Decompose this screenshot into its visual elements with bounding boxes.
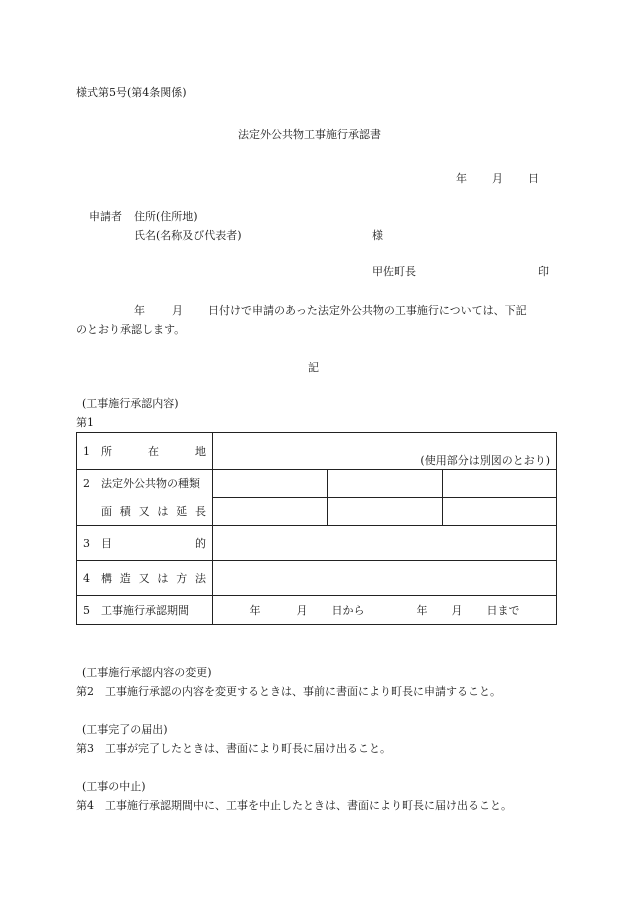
table-row xyxy=(77,470,557,498)
area-cell-2 xyxy=(328,498,443,526)
body-line-2: のとおり承認します。 xyxy=(76,323,186,336)
section-2-heading: (工事施行承認内容の変更) xyxy=(82,666,212,679)
row-label-location: 1 所 在 地 xyxy=(77,433,213,470)
section-2-text: 第2 工事施行承認の内容を変更するときは、事前に書面により町長に申請すること。 xyxy=(76,685,501,698)
section-4-heading: (工事の中止) xyxy=(82,780,146,793)
applicant-label: 申請者 xyxy=(89,210,122,223)
document-title: 法定外公共物工事施行承認書 xyxy=(238,128,381,141)
date-month: 月 xyxy=(492,172,503,185)
period-to-year: 年 xyxy=(416,603,428,617)
table-row xyxy=(77,498,557,526)
section-3-heading: (工事完了の届出) xyxy=(82,723,168,736)
period-from-year: 年 xyxy=(249,603,261,617)
table-row xyxy=(77,433,557,470)
row-number: 1 xyxy=(83,444,90,458)
body-line-1: 日付けで申請のあった法定外公共物の工事施行については、下記 xyxy=(208,304,527,317)
row-label-type: 2 法定外公共物の種類 xyxy=(77,470,213,498)
issuer-name: 甲佐町長 xyxy=(372,265,416,278)
section-1-heading: (工事施行承認内容) xyxy=(82,397,179,410)
honorific: 様 xyxy=(372,229,383,242)
period-from-month: 月 xyxy=(296,603,308,617)
location-value-cell xyxy=(213,433,557,470)
table-row xyxy=(77,561,557,596)
section-1-article: 第1 xyxy=(76,416,94,429)
period-from-day: 日から xyxy=(331,603,365,617)
body-month: 月 xyxy=(172,304,183,317)
period-to-month: 月 xyxy=(451,603,463,617)
seal-mark: 印 xyxy=(538,265,549,278)
row-number: 5 xyxy=(83,603,90,617)
table-row xyxy=(77,526,557,561)
area-cell-1 xyxy=(213,498,328,526)
approval-table xyxy=(76,432,557,625)
type-cell-3 xyxy=(443,470,557,498)
table-row xyxy=(77,596,557,625)
type-cell-1 xyxy=(213,470,328,498)
structure-value-cell xyxy=(213,561,557,596)
form-number: 様式第5号(第4条関係) xyxy=(76,86,187,99)
row-label-period: 5 工事施行承認期間 xyxy=(77,596,213,625)
location-note: (使用部分は別図のとおり) xyxy=(420,454,551,467)
row-number: 4 xyxy=(83,571,90,585)
date-day: 日 xyxy=(528,172,539,185)
section-4-text: 第4 工事施行承認期間中に、工事を中止したときは、書面により町長に届け出ること。 xyxy=(76,799,512,812)
name-label: 氏名(名称及び代表者) xyxy=(134,229,242,242)
purpose-value-cell xyxy=(213,526,557,561)
date-year: 年 xyxy=(456,172,467,185)
period-value-cell xyxy=(213,596,557,625)
row-number: 3 xyxy=(83,536,90,550)
body-year: 年 xyxy=(134,304,145,317)
row-label-purpose: 3 目 的 xyxy=(77,526,213,561)
area-cell-3 xyxy=(443,498,557,526)
type-cell-2 xyxy=(328,470,443,498)
period-to-day: 日まで xyxy=(486,603,520,617)
section-3-text: 第3 工事が完了したときは、書面により町長に届け出ること。 xyxy=(76,742,391,755)
row-label-area: 面 積 又 は 延 長 xyxy=(77,498,213,526)
row-number: 2 xyxy=(83,477,90,491)
address-label: 住所(住所地) xyxy=(134,210,198,223)
ki-heading: 記 xyxy=(308,361,319,374)
row-label-structure: 4 構 造 又 は 方 法 xyxy=(77,561,213,596)
